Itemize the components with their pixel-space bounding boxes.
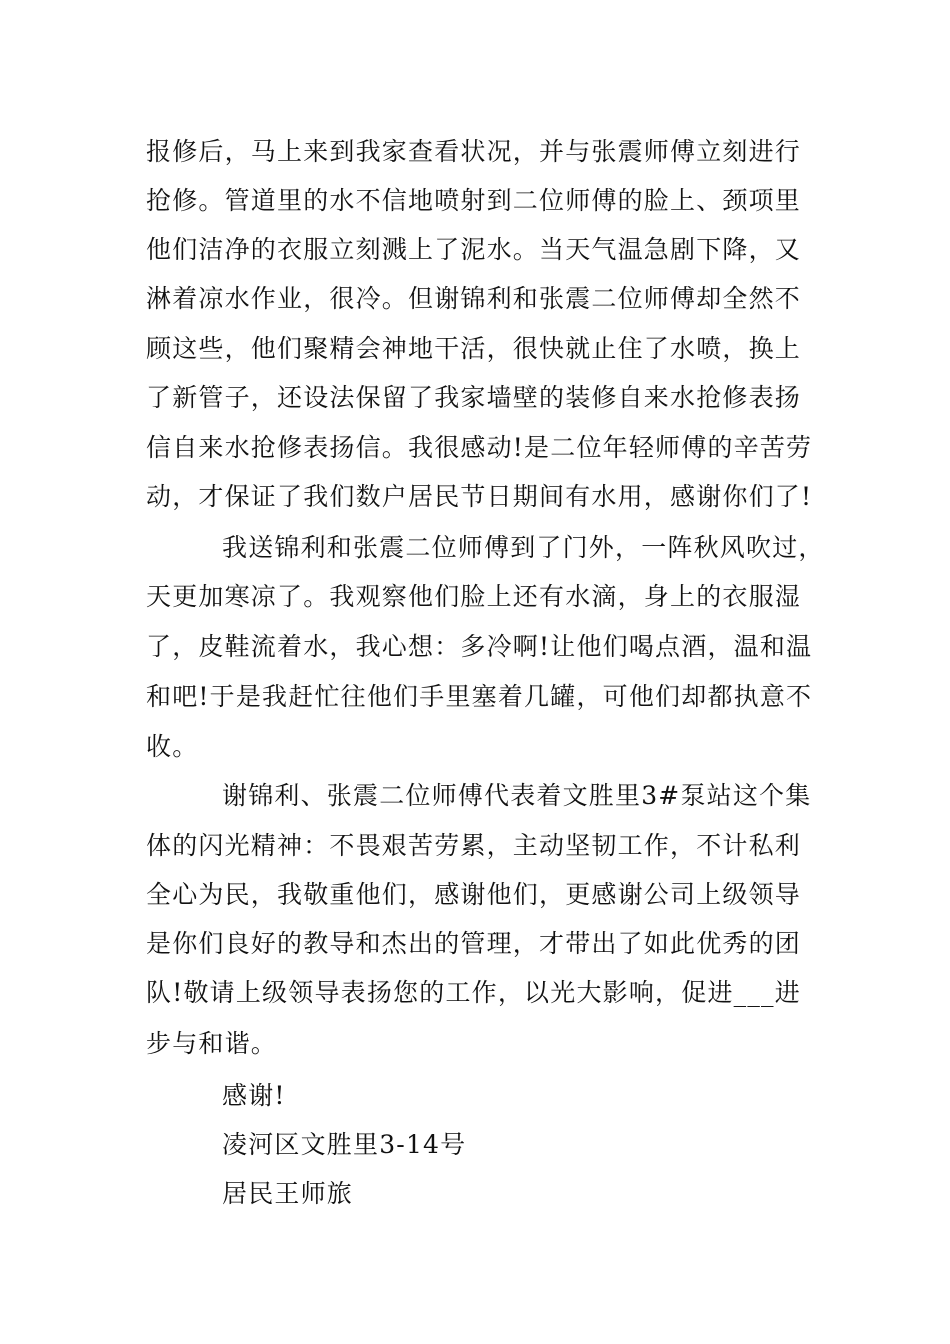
text-line: 动，才保证了我们数户居民节日期间有水用，感谢你们了!: [146, 482, 813, 511]
text-line: 全心为民，我敬重他们，感谢他们，更感谢公司上级领导: [146, 880, 802, 909]
sender-name: 居民王师旅: [222, 1179, 354, 1208]
text-line: 队!敬请上级领导表扬您的工作，以光大影响，促进___进: [146, 978, 801, 1007]
text-line: 天更加寒凉了。我观察他们脸上还有水滴，身上的衣服湿: [146, 582, 802, 611]
text-line: 了新管子，还设法保留了我家墙壁的装修自来水抢修表扬: [146, 383, 802, 412]
text-line: 了，皮鞋流着水，我心想：多冷啊!让他们喝点酒，温和温: [146, 632, 813, 661]
text-line: 信自来水抢修表扬信。我很感动!是二位年轻师傅的辛苦劳: [146, 433, 813, 462]
text-line: 顾这些，他们聚精会神地干活，很快就止住了水喷，换上: [146, 334, 802, 363]
text-line: 体的闪光精神：不畏艰苦劳累，主动坚韧工作，不计私利: [146, 831, 802, 860]
text-line: 报修后，马上来到我家查看状况，并与张震师傅立刻进行: [146, 137, 802, 166]
closing-thanks: 感谢!: [222, 1081, 286, 1110]
text-line: 他们洁净的衣服立刻溅上了泥水。当天气温急剧下降，又: [146, 235, 802, 264]
text-line: 淋着凉水作业，很冷。但谢锦利和张震二位师傅却全然不: [146, 284, 802, 313]
text-line: 抢修。管道里的水不信地喷射到二位师傅的脸上、颈项里: [146, 186, 802, 215]
text-line: 收。: [146, 732, 199, 761]
text-line: 是你们良好的教导和杰出的管理，才带出了如此优秀的团: [146, 929, 802, 958]
sender-address: 凌河区文胜里3-14号: [222, 1130, 467, 1159]
text-line: 步与和谐。: [146, 1029, 278, 1058]
paragraph-first-line: 我送锦利和张震二位师傅到了门外，一阵秋风吹过，: [222, 533, 825, 562]
paragraph-first-line: 谢锦利、张震二位师傅代表着文胜里3#泵站这个集: [222, 781, 812, 810]
text-line: 和吧!于是我赶忙往他们手里塞着几罐，可他们却都执意不: [146, 682, 813, 711]
